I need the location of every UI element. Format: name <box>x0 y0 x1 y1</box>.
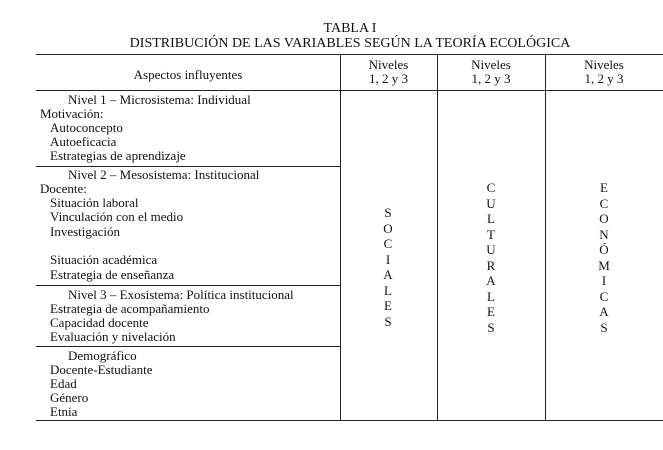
level1-group: Motivación: <box>40 106 104 121</box>
demographic-item: Género <box>50 390 89 405</box>
header-col3-line2: 1, 2 y 3 <box>584 71 624 86</box>
vertical-label-culturales: C U L T U R A L E S <box>486 180 496 335</box>
table-title: DISTRIBUCIÓN DE LAS VARIABLES SEGÚN LA TEORÍA ECOLÓGICA <box>129 36 571 51</box>
level1-heading: Nivel 1 – Microsistema: Individual <box>68 92 251 107</box>
level3-separator <box>36 346 340 347</box>
level2-group: Docente: <box>40 181 87 196</box>
level2-item: Investigación <box>50 224 121 239</box>
column-divider-2 <box>437 54 438 420</box>
demographic-item: Edad <box>50 376 77 391</box>
level2-item: Estrategia de enseñanza <box>50 267 175 282</box>
level2-item: Vinculación con el medio <box>50 209 184 224</box>
table-label: TABLA I <box>323 21 377 36</box>
level3-item: Evaluación y nivelación <box>50 329 176 344</box>
demographic-item: Docente-Estudiante <box>50 362 153 377</box>
level2-heading: Nivel 2 – Mesosistema: Institucional <box>68 167 260 182</box>
level2-item: Situación laboral <box>50 195 139 210</box>
level1-item: Autoconcepto <box>50 120 123 135</box>
level2-separator <box>36 285 340 286</box>
top-rule <box>36 54 663 55</box>
level3-item: Estrategia de acompañamiento <box>50 301 210 316</box>
demographic-item: Etnia <box>50 404 78 419</box>
level1-item: Estrategias de aprendizaje <box>50 148 186 163</box>
column-divider-1 <box>340 54 341 420</box>
header-col2-line1: Niveles <box>471 57 511 72</box>
header-col1-line2: 1, 2 y 3 <box>369 71 408 86</box>
header-col3-line1: Niveles <box>584 57 624 72</box>
level2-item: Situación académica <box>50 252 158 267</box>
demographic-heading: Demográfico <box>68 348 137 363</box>
level3-heading: Nivel 3 – Exosistema: Política institucional <box>68 287 294 302</box>
header-col2-line2: 1, 2 y 3 <box>471 71 511 86</box>
level1-item: Autoeficacia <box>50 134 117 149</box>
bottom-rule <box>36 420 663 421</box>
column-divider-3 <box>545 54 546 420</box>
level3-item: Capacidad docente <box>50 315 149 330</box>
header-col1-line1: Niveles <box>368 57 409 72</box>
vertical-label-economicas: E C O N Ó M I C A S <box>598 180 610 335</box>
header-aspects: Aspectos influyentes <box>133 67 243 82</box>
header-rule <box>36 90 663 91</box>
vertical-label-sociales: S O C I A L E S <box>383 205 393 329</box>
